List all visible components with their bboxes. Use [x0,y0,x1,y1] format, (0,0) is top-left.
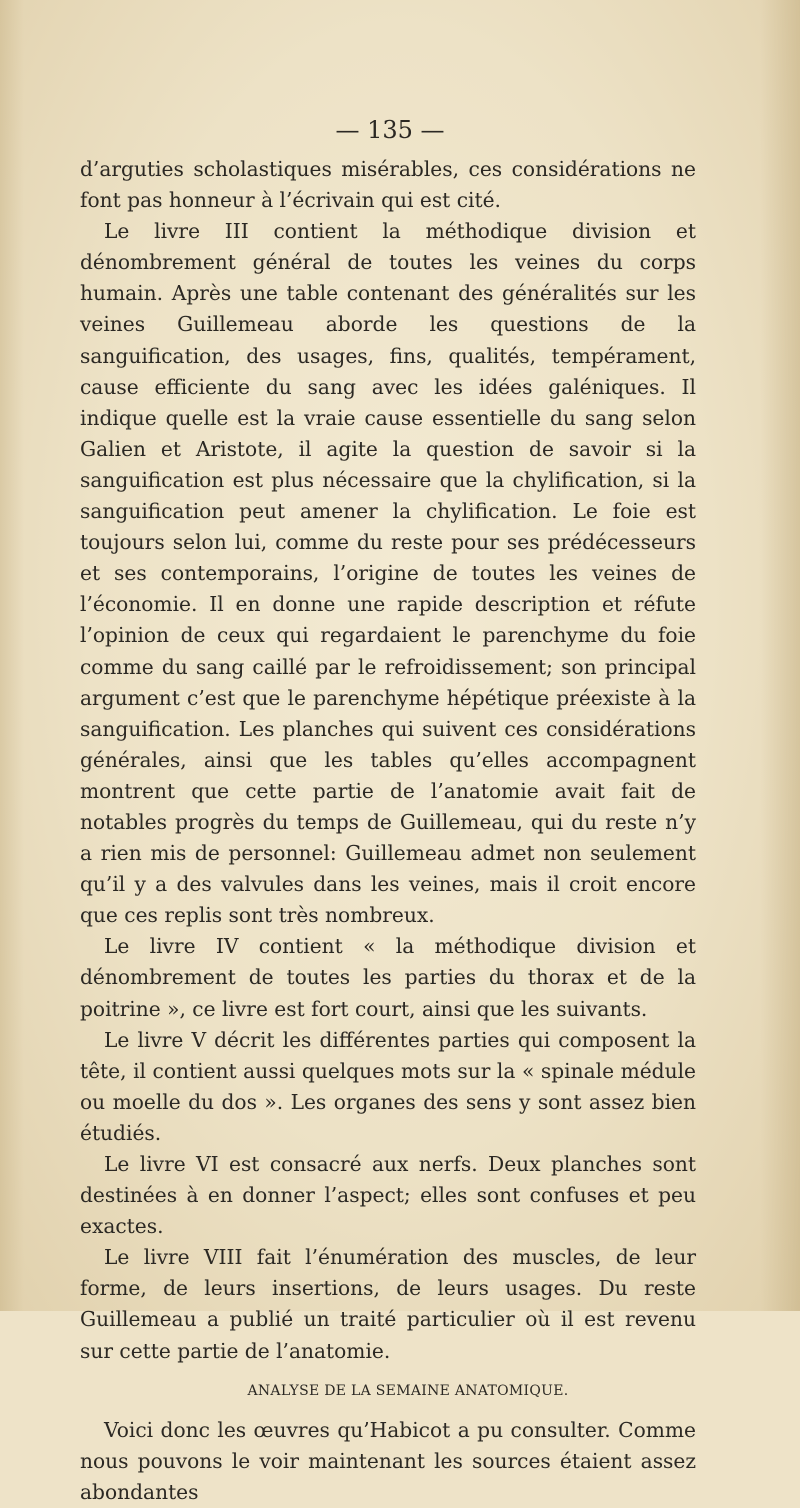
paragraph: d’arguties scholastiques misérables, ces considérations ne font pas honneur à l’écrivain qui est cité. [80,157,696,213]
page-edge-shadow [760,0,800,1311]
section-heading: ANALYSE DE LA SEMAINE ANATOMIQUE. [247,1382,569,1399]
paragraph: Le livre IV contient « la méthodique division et dénombrement de toutes les parties du thorax et de la poitrine », ce livre est fort court, ainsi que les suivants. [80,934,696,1021]
paragraph: Le livre V décrit les différentes parties qui composent la tête, il contient aussi quelques mots sur la « spinale médule ou moelle du dos ». Les organes des sens y sont assez bien étudiés. [80,1027,696,1145]
paragraph: Le livre III contient la méthodique division et dénombrement général de toutes les veines du corps humain. Après une table contenant des généralités sur les veines Guillemeau aborde les questions de la sanguification, des usages, fins, qualités, tempérament, cause efficiente du sang avec les idées galéniques. Il indique quelle est la vraie cause essentielle du sang selon Galien et Aristote, il agite la question de savoir si la sanguification est plus nécessaire que la chylification, si la sanguification peut amener la chylification. Le foie est toujours selon lui, comme du reste pour ses prédécesseurs et ses contemporains, l’origine de toutes les veines de l’économie. Il en donne une rapide description et réfute l’opinion de ceux qui regardaient le parenchyme du foie comme du sang caillé par le refroidissement; son principal argument c’est que le parenchyme hépétique préexiste à la sanguification. Les planches qui suivent ces considérations générales, ainsi que les tables qu’elles accompagnent montrent que cette partie de l’anatomie avait fait de notables progrès du temps de Guillemeau, qui du reste n’y a rien mis de personnel: Guillemeau admet non seulement qu’il y a des valvules dans les veines, mais il croit encore que ces replis sont très nombreux. [80,219,696,928]
paragraph: Le livre VI est consacré aux nerfs. Deux planches sont destinées à en donner l’aspect; elles sont confuses et peu exactes. [80,1152,696,1239]
paragraph: Le livre VIII fait l’énumération des muscles, de leur forme, de leurs insertions, de leurs usages. Du reste Guillemeau a publié un traité particulier où il est revenu sur cette partie de l’anatomie. [80,1245,696,1363]
paragraph: Voici donc les œuvres qu’Habicot a pu consulter. Comme nous pouvons le voir maintenant les sources étaient assez abondantes [80,1417,696,1504]
page-number: — 135 — [335,116,445,144]
body-text [80,154,696,1508]
page-edge-shadow-left [0,0,24,1311]
